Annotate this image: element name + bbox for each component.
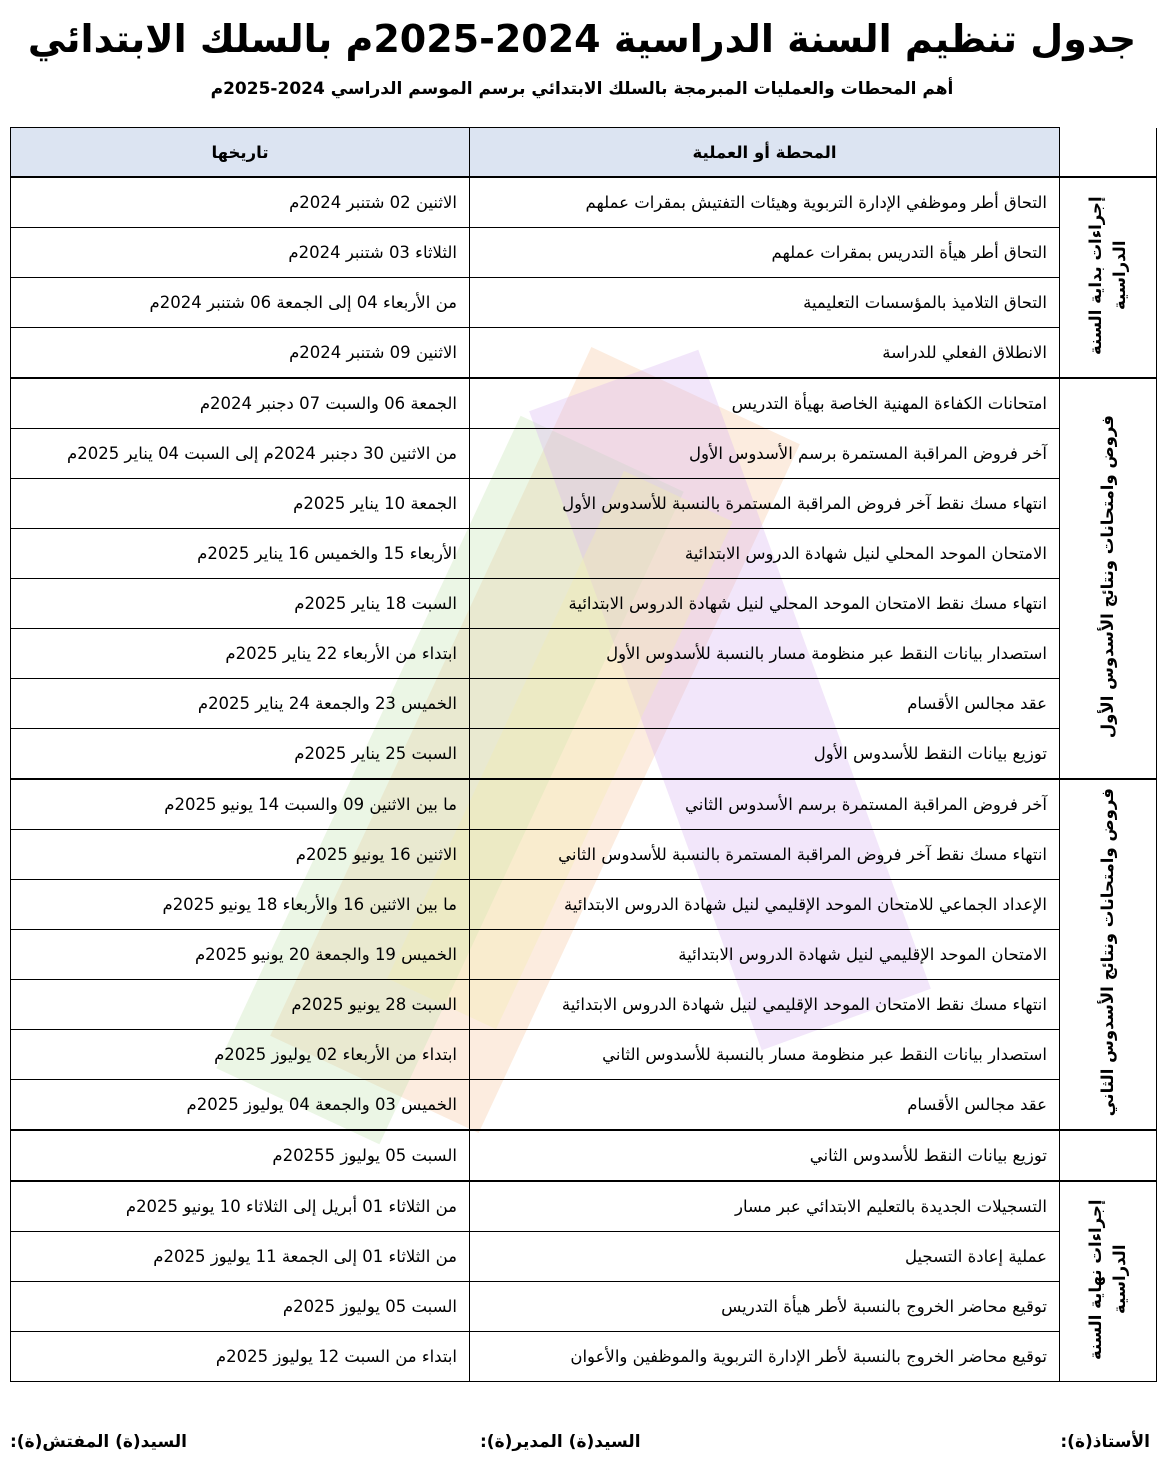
date-cell: الاثنين 16 يونيو 2025م: [11, 830, 470, 880]
date-cell: الاثنين 09 شتنبر 2024م: [11, 328, 470, 379]
header-blank-cell: [1060, 128, 1157, 178]
schedule-table: [10, 127, 1157, 1382]
page-subtitle: أهم المحطات والعمليات المبرمجة بالسلك الابتدائي برسم الموسم الدراسي 2024-2025م: [210, 79, 954, 99]
table-row: [11, 1232, 1157, 1282]
table-row: [11, 880, 1157, 930]
section-label: إجراءات نهاية السنة الدراسية: [1086, 1199, 1129, 1360]
date-cell: الخميس 03 والجمعة 04 يوليوز 2025م: [11, 1080, 470, 1131]
event-cell: انتهاء مسك نقط الامتحان الموحد الإقليمي لنيل شهادة الدروس الابتدائية: [470, 980, 1060, 1030]
table-row: [11, 629, 1157, 679]
table-row: [11, 328, 1157, 379]
date-cell: السبت 25 يناير 2025م: [11, 729, 470, 780]
date-cell: الجمعة 10 يناير 2025م: [11, 479, 470, 529]
table-row: [11, 729, 1157, 780]
section-label: إجراءات بداية السنة الدراسية: [1086, 196, 1129, 355]
table-row: [11, 1030, 1157, 1080]
date-cell: ابتداء من الأربعاء 22 يناير 2025م: [11, 629, 470, 679]
event-cell: الانطلاق الفعلي للدراسة: [470, 328, 1060, 379]
event-cell: الامتحان الموحد المحلي لنيل شهادة الدروس الابتدائية: [470, 529, 1060, 579]
table-row: [11, 1282, 1157, 1332]
table-row: [11, 980, 1157, 1030]
date-cell: ابتداء من الأربعاء 02 يوليوز 2025م: [11, 1030, 470, 1080]
event-cell: الإعداد الجماعي للامتحان الموحد الإقليمي لنيل شهادة الدروس الابتدائية: [470, 880, 1060, 930]
table-row: [11, 1080, 1157, 1131]
event-cell: التسجيلات الجديدة بالتعليم الابتدائي عبر مسار: [470, 1181, 1060, 1232]
event-cell: عقد مجالس الأقسام: [470, 1080, 1060, 1131]
table-row: [11, 1181, 1157, 1232]
header-date: تاريخها: [11, 128, 470, 178]
date-cell: الخميس 19 والجمعة 20 يونيو 2025م: [11, 930, 470, 980]
date-cell: الثلاثاء 03 شتنبر 2024م: [11, 228, 470, 278]
event-cell: توقيع محاضر الخروج بالنسبة لأطر الإدارة التربوية والموظفين والأعوان: [470, 1332, 1060, 1382]
section-label: فروض وامتحانات ونتائج الأسدوس الثاني: [1098, 788, 1117, 1117]
table-row: [11, 579, 1157, 629]
event-cell: استصدار بيانات النقط عبر منظومة مسار بالنسبة للأسدوس الثاني: [470, 1030, 1060, 1080]
event-cell: استصدار بيانات النقط عبر منظومة مسار بالنسبة للأسدوس الأول: [470, 629, 1060, 679]
date-cell: السبت 05 يوليوز 20255م: [11, 1130, 470, 1181]
director-signature-label: السيد(ة) المدير(ة):: [480, 1432, 641, 1452]
teacher-signature-label: الأستاذ(ة):: [1060, 1432, 1150, 1452]
date-cell: من الاثنين 30 دجنبر 2024م إلى السبت 04 يناير 2025م: [11, 429, 470, 479]
event-cell: عقد مجالس الأقسام: [470, 679, 1060, 729]
event-cell: انتهاء مسك نقط آخر فروض المراقبة المستمرة بالنسبة للأسدوس الأول: [470, 479, 1060, 529]
table-row: [11, 779, 1157, 830]
section-label-cell: [1060, 378, 1157, 779]
date-cell: من الثلاثاء 01 إلى الجمعة 11 يوليوز 2025م: [11, 1232, 470, 1282]
event-cell: التحاق أطر وموظفي الإدارة التربوية وهيئات التفتيش بمقرات عملهم: [470, 177, 1060, 228]
section-label-cell: [1060, 1130, 1157, 1181]
event-cell: آخر فروض المراقبة المستمرة برسم الأسدوس الثاني: [470, 779, 1060, 830]
date-cell: ما بين الاثنين 16 والأربعاء 18 يونيو 2025م: [11, 880, 470, 930]
event-cell: انتهاء مسك نقط آخر فروض المراقبة المستمرة بالنسبة للأسدوس الثاني: [470, 830, 1060, 880]
event-cell: توزيع بيانات النقط للأسدوس الأول: [470, 729, 1060, 780]
event-cell: امتحانات الكفاءة المهنية الخاصة بهيأة التدريس: [470, 378, 1060, 429]
date-cell: الأربعاء 15 والخميس 16 يناير 2025م: [11, 529, 470, 579]
section-label-cell: [1060, 177, 1157, 378]
event-cell: توزيع بيانات النقط للأسدوس الثاني: [470, 1130, 1060, 1181]
table-body: [11, 177, 1157, 1382]
date-cell: من الأربعاء 04 إلى الجمعة 06 شتنبر 2024م: [11, 278, 470, 328]
page-title: جدول تنظيم السنة الدراسية 2024-2025م بالسلك الابتدائي: [27, 17, 1137, 61]
table-row: [11, 830, 1157, 880]
event-cell: انتهاء مسك نقط الامتحان الموحد المحلي لنيل شهادة الدروس الابتدائية: [470, 579, 1060, 629]
date-cell: الجمعة 06 والسبت 07 دجنبر 2024م: [11, 378, 470, 429]
section-label: فروض وامتحانات ونتائج الأسدوس الأول: [1098, 414, 1117, 739]
table-row: [11, 529, 1157, 579]
table-row: [11, 278, 1157, 328]
header-event: المحطة أو العملية: [470, 128, 1060, 178]
date-cell: ابتداء من السبت 12 يوليوز 2025م: [11, 1332, 470, 1382]
table-row: [11, 930, 1157, 980]
date-cell: السبت 05 يوليوز 2025م: [11, 1282, 470, 1332]
table-row: [11, 479, 1157, 529]
table-row: [11, 228, 1157, 278]
table-row: [11, 1130, 1157, 1181]
section-label-cell: [1060, 779, 1157, 1130]
date-cell: السبت 28 يونيو 2025م: [11, 980, 470, 1030]
table-row: [11, 378, 1157, 429]
table-row: [11, 429, 1157, 479]
event-cell: التحاق التلاميذ بالمؤسسات التعليمية: [470, 278, 1060, 328]
event-cell: عملية إعادة التسجيل: [470, 1232, 1060, 1282]
table-row: [11, 679, 1157, 729]
table-header-row: [11, 128, 1157, 178]
event-cell: الامتحان الموحد الإقليمي لنيل شهادة الدروس الابتدائية: [470, 930, 1060, 980]
date-cell: الخميس 23 والجمعة 24 يناير 2025م: [11, 679, 470, 729]
event-cell: التحاق أطر هيأة التدريس بمقرات عملهم: [470, 228, 1060, 278]
inspector-signature-label: السيد(ة) المفتش(ة):: [10, 1432, 187, 1452]
date-cell: من الثلاثاء 01 أبريل إلى الثلاثاء 10 يونيو 2025م: [11, 1181, 470, 1232]
table-row: [11, 177, 1157, 228]
date-cell: ما بين الاثنين 09 والسبت 14 يونيو 2025م: [11, 779, 470, 830]
event-cell: آخر فروض المراقبة المستمرة برسم الأسدوس الأول: [470, 429, 1060, 479]
section-label-cell: [1060, 1181, 1157, 1382]
date-cell: الاثنين 02 شتنبر 2024م: [11, 177, 470, 228]
date-cell: السبت 18 يناير 2025م: [11, 579, 470, 629]
table-row: [11, 1332, 1157, 1382]
event-cell: توقيع محاضر الخروج بالنسبة لأطر هيأة التدريس: [470, 1282, 1060, 1332]
